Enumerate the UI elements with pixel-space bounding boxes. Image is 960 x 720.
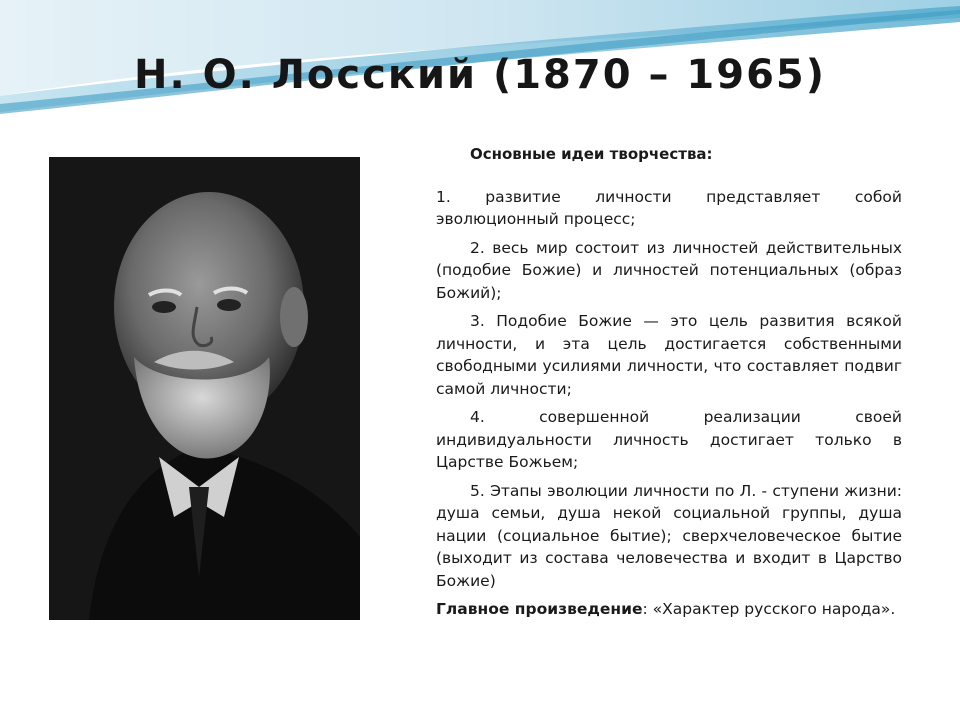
ideas-section	[436, 143, 902, 621]
page-title: Н. О. Лосский (1870 – 1965)	[133, 52, 827, 98]
main-work-title: : «Характер русского народа».	[642, 600, 896, 618]
idea-item-5: 5. Этапы эволюции личности по Л. - ступени жизни: душа семьи, душа некой социальной группы, душа нации (социальное бытие); сверхчеловеческое бытие (выходит из состава человечества и входит в Царство Божие)	[436, 481, 902, 590]
portrait-icon	[49, 157, 360, 620]
portrait-photo	[49, 157, 360, 620]
idea-item-3: 3. Подобие Божие — это цель развития всякой личности, и эта цель достигается собственными свободными усилиями личности, что составляет подвиг самой личности;	[436, 312, 902, 398]
idea-item-4: 4. совершенной реализации своей индивидуальности личность достигает только в Царстве Божьем;	[436, 408, 902, 471]
ideas-heading: Основные идеи творчества:	[470, 145, 713, 163]
idea-item-1: 1. развитие личности представляет собой эволюционный процесс;	[436, 187, 902, 228]
main-work	[436, 598, 902, 621]
idea-item-2: 2. весь мир состоит из личностей действительных (подобие Божие) и личностей потенциальных (образ Божий);	[436, 238, 902, 302]
main-work-label: Главное произведение	[436, 600, 643, 618]
